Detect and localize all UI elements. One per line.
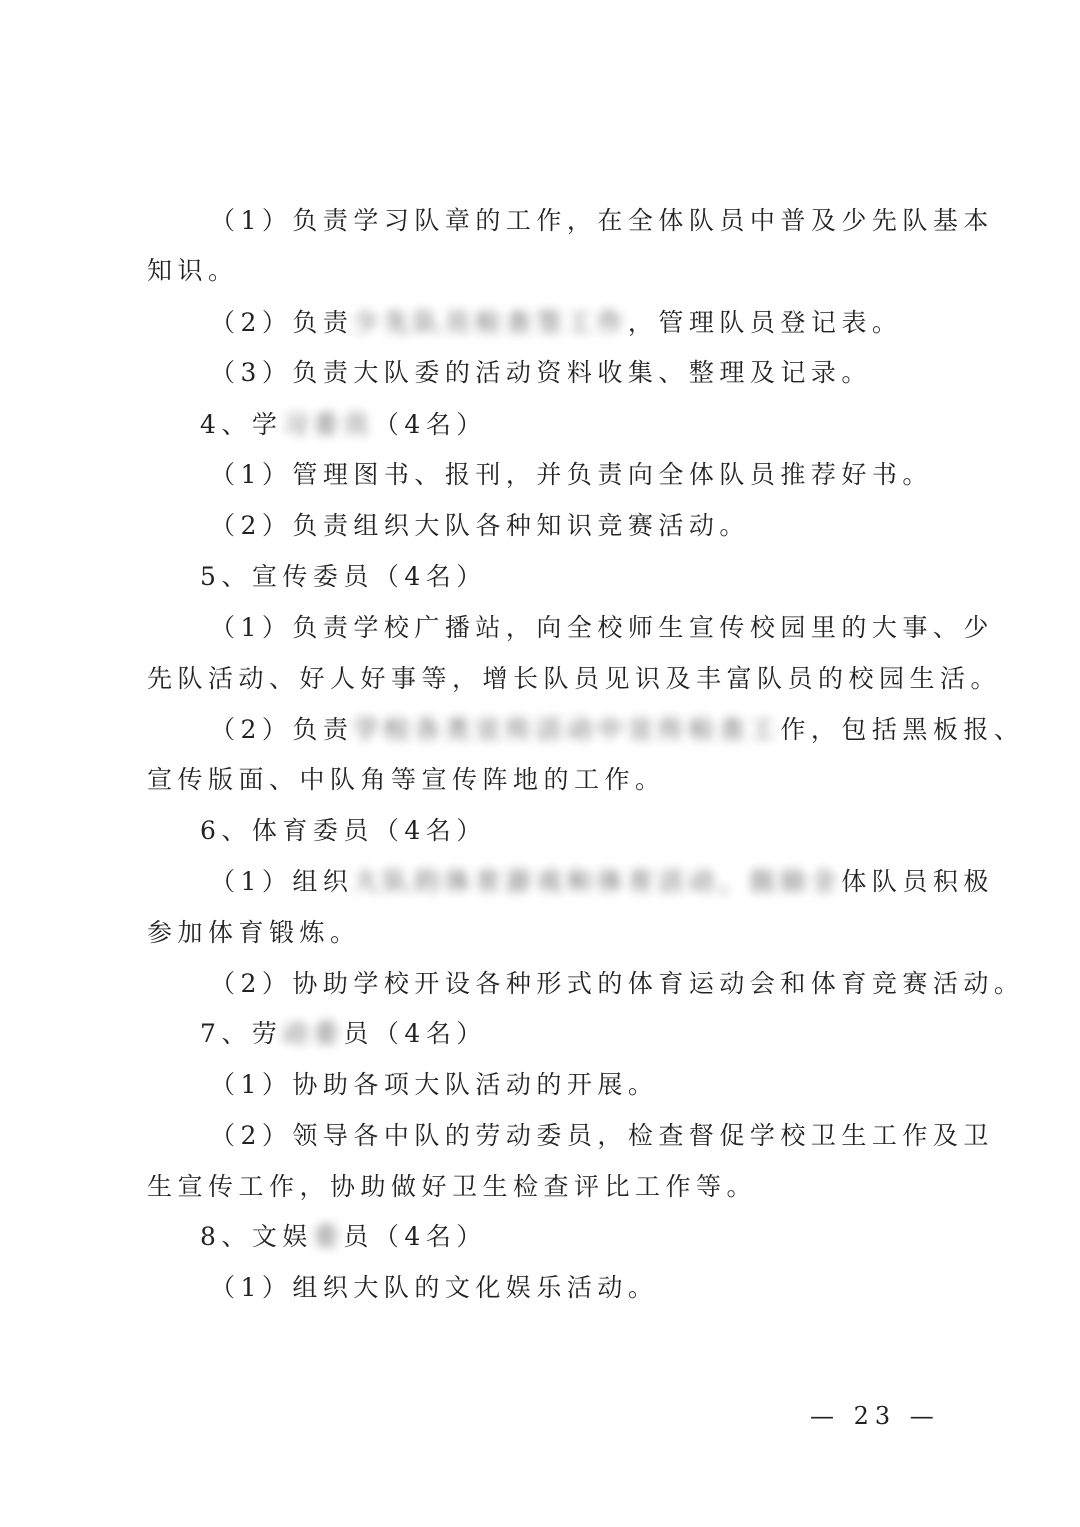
text-line (210, 1119, 1030, 1153)
text-line (210, 458, 1030, 492)
text-span: 参加体育锻炼。 (147, 918, 361, 947)
redacted-text: 委 (312, 1222, 344, 1251)
text-line (147, 1170, 967, 1204)
text-span: （2）领导各中队的劳动委员，检查督促学校卫生工作及卫 (210, 1121, 994, 1150)
text-span: （3）负责大队委的活动资料收集、整理及记录。 (210, 358, 872, 387)
text-span: ，管理队员登记表。 (627, 308, 903, 337)
text-line (147, 662, 1002, 696)
text-line (210, 713, 1030, 747)
text-span: 6、体育委员（4名） (200, 816, 487, 845)
text-span: （1）管理图书、报刊，并负责向全体队员推荐好书。 (210, 460, 933, 489)
section-heading (200, 814, 1020, 848)
text-span: （1）负责学校广播站，向全校师生宣传校园里的大事、少 (210, 613, 994, 642)
text-span: （1）负责学习队章的工作，在全体队员中普及少先队基本 (210, 206, 994, 235)
text-line (147, 916, 967, 950)
section-heading (200, 1017, 1020, 1051)
section-heading (200, 560, 1020, 594)
text-line (210, 611, 1030, 645)
text-line (210, 356, 1030, 390)
text-span: 先队活动、好人好事等，增长队员见识及丰富队员的校园生活。 (147, 664, 1002, 693)
redacted-text: 学校各类宣传活动中宣传检查工 (353, 715, 781, 744)
text-line (210, 1271, 1030, 1305)
text-span: （1）组织大队的文化娱乐活动。 (210, 1273, 659, 1302)
text-line (210, 306, 1030, 340)
text-span: 体队员积极 (841, 867, 994, 896)
text-line (210, 509, 1030, 543)
section-heading (200, 1220, 1020, 1254)
text-span: （2）负责组织大队各种知识竞赛活动。 (210, 511, 750, 540)
text-span: （1）组织 (210, 867, 354, 896)
redacted-text: 少先队员检查签工作 (353, 308, 628, 337)
text-span: （1）协助各项大队活动的开展。 (210, 1070, 659, 1099)
text-span: 员（4名） (343, 1222, 487, 1251)
redacted-text: 习委员 (282, 410, 374, 439)
text-line (147, 763, 967, 797)
text-span: （2）协助学校开设各种形式的体育运动会和体育竞赛活动。 (210, 969, 1025, 998)
page-number: — 23 — (810, 1402, 940, 1430)
text-span: （4名） (373, 410, 487, 439)
redacted-text: 大队的体育游戏和体育活动，鼓励全 (353, 867, 842, 896)
text-line (210, 1068, 1030, 1102)
text-span: 宣传版面、中队角等宣传阵地的工作。 (147, 765, 666, 794)
text-span: （2）负责 (210, 308, 354, 337)
text-span: 作，包括黑板报、 (780, 715, 1025, 744)
text-line (210, 865, 1030, 899)
text-span: 知识。 (147, 256, 239, 285)
text-span: （2）负责 (210, 715, 354, 744)
text-span: 5、宣传委员（4名） (200, 562, 487, 591)
text-span: 生宣传工作，协助做好卫生检查评比工作等。 (147, 1172, 758, 1201)
text-span: 4、学 (200, 410, 283, 439)
text-line (147, 254, 967, 288)
text-line (210, 204, 1030, 238)
text-span: 7、劳 (200, 1019, 283, 1048)
text-span: 员（4名） (343, 1019, 487, 1048)
section-heading (200, 408, 1020, 442)
text-span: 8、文娱 (200, 1222, 313, 1251)
text-line (210, 967, 1030, 1001)
redacted-text: 动委 (282, 1019, 344, 1048)
